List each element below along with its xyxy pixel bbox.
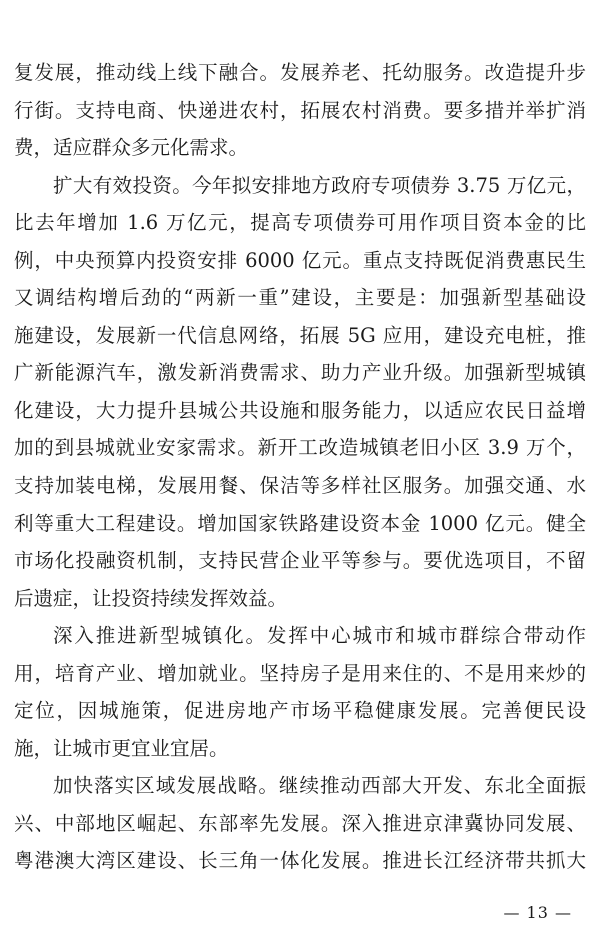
paragraph	[14, 167, 586, 618]
text-line: 施建设，发展新一代信息网络，拓展 5G 应用，建设充电桩，推	[14, 323, 586, 347]
paragraph	[14, 767, 586, 880]
text-line: 广新能源汽车，激发新消费需求、助力产业升级。加强新型城镇	[14, 361, 586, 385]
text-line: 用，培育产业、增加就业。坚持房子是用来住的、不是用来炒的	[14, 661, 586, 685]
text-line: 粤港澳大湾区建设、长三角一体化发展。推进长江经济带共抓大	[14, 849, 586, 873]
text-line: 化建设，大力提升县城公共设施和服务能力，以适应农民日益增	[14, 398, 586, 422]
text-line: 费，适应群众多元化需求。	[14, 136, 249, 160]
text-line: 行街。支持电商、快递进农村，拓展农村消费。要多措并举扩消	[14, 98, 586, 122]
body-text	[14, 54, 586, 880]
text-line: 加的到县城就业安家需求。新开工改造城镇老旧小区 3.9 万个，	[14, 436, 586, 460]
paragraph	[14, 617, 586, 767]
text-line: 支持加装电梯，发展用餐、保洁等多样社区服务。加强交通、水	[14, 474, 586, 498]
text-line: 市场化投融资机制，支持民营企业平等参与。要优选项目，不留	[14, 549, 586, 573]
text-line: 加快落实区域发展战略。继续推动西部大开发、东北全面振	[53, 774, 586, 798]
page-number: — 13 —	[503, 903, 572, 922]
text-line: 定位，因城施策，促进房地产市场平稳健康发展。完善便民设	[14, 699, 586, 723]
text-line: 比去年增加 1.6 万亿元，提高专项债券可用作项目资本金的比	[14, 211, 586, 235]
paragraph	[14, 54, 586, 167]
text-line: 利等重大工程建设。增加国家铁路建设资本金 1000 亿元。健全	[14, 511, 586, 535]
text-line: 后遗症，让投资持续发挥效益。	[14, 586, 288, 610]
text-line: 又调结构增后劲的“两新一重”建设，主要是：加强新型基础设	[14, 286, 586, 310]
text-line: 兴、中部地区崛起、东部率先发展。深入推进京津冀协同发展、	[14, 811, 586, 835]
text-line: 扩大有效投资。今年拟安排地方政府专项债券 3.75 万亿元，	[53, 173, 586, 197]
text-line: 深入推进新型城镇化。发挥中心城市和城市群综合带动作	[53, 624, 586, 648]
text-line: 例，中央预算内投资安排 6000 亿元。重点支持既促消费惠民生	[14, 248, 586, 272]
text-line: 施，让城市更宜业宜居。	[14, 736, 229, 760]
text-line: 复发展，推动线上线下融合。发展养老、托幼服务。改造提升步	[14, 61, 586, 84]
